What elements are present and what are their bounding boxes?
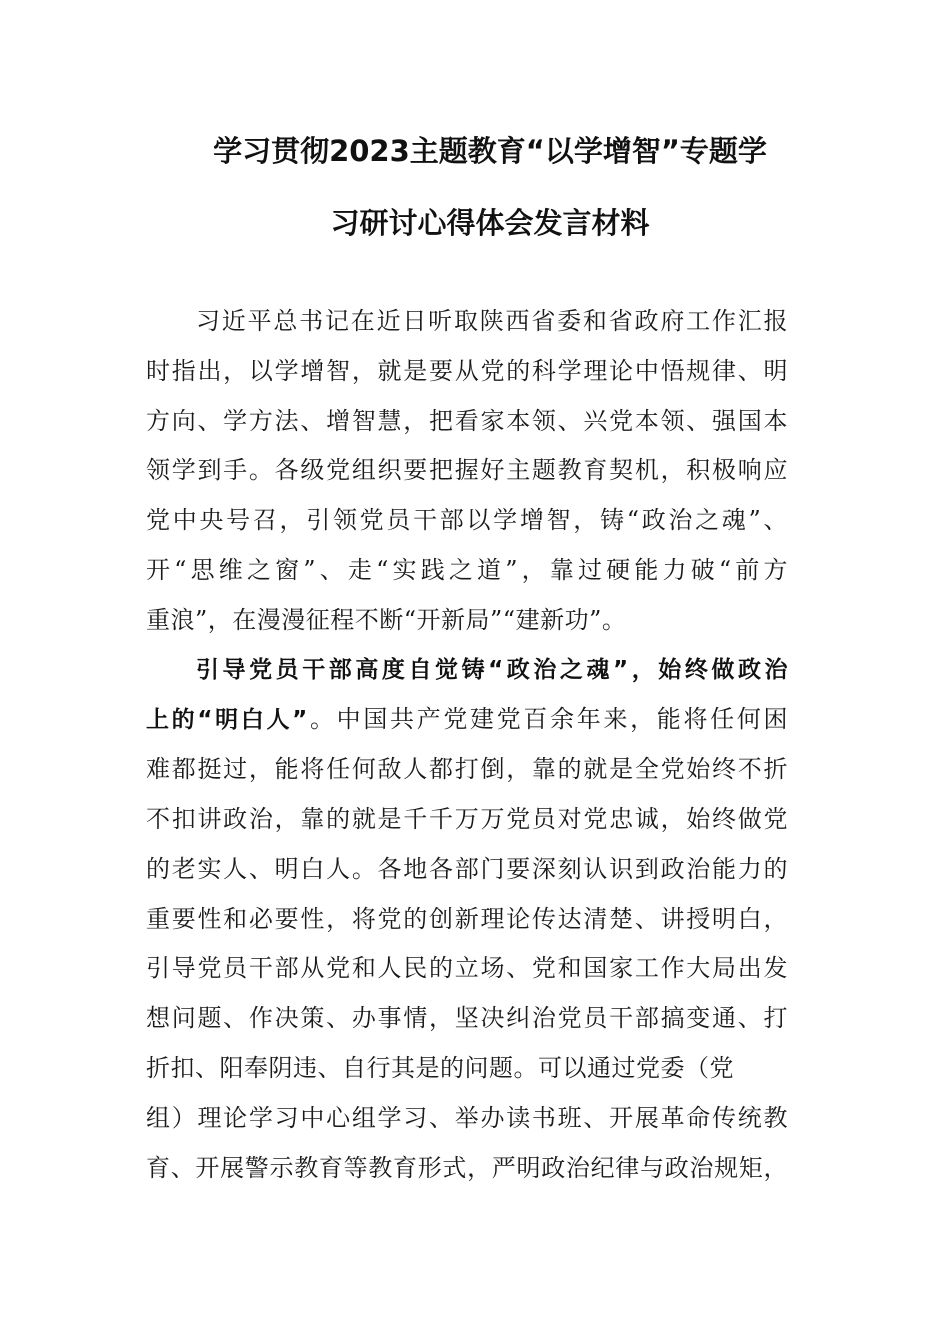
document-title-line-1: 学习贯彻2023主题教育“以学增智”专题学 <box>213 134 767 168</box>
paragraph-2-line: 组）理论学习中心组学习、举办读书班、开展革命传统教 <box>146 1103 788 1132</box>
paragraph-2-line: 不扣讲政治，靠的就是千千万万党员对党忠诚，始终做党 <box>146 804 788 833</box>
paragraph-1-line: 习近平总书记在近日听取陕西省委和省政府工作汇报 <box>196 307 788 335</box>
paragraph-2-line: 育、开展警示教育等教育形式，严明政治纪律与政治规矩， <box>146 1153 788 1182</box>
paragraph-1-line: 方向、学方法、增智慧，把看家本领、兴党本领、强国本 <box>146 406 788 435</box>
paragraph-2-line: 引导党员干部从党和人民的立场、党和国家工作大局出发 <box>146 954 788 983</box>
paragraph-2-line: 折扣、阳奉阴违、自行其是的问题。可以通过党委（党 <box>146 1053 734 1082</box>
paragraph-2-text: 。中国共产党建党百余年来，能将任何困 <box>307 705 789 734</box>
paragraph-2-line: 的老实人、明白人。各地各部门要深刻认识到政治能力的 <box>146 854 788 883</box>
paragraph-1-line: 党中央号召，引领党员干部以学增智，铸“政治之魂”、 <box>146 506 788 535</box>
paragraph-2-line <box>146 695 788 745</box>
paragraph-2-line: 重要性和必要性，将党的创新理论传达清楚、讲授明白， <box>146 904 788 933</box>
paragraph-1-line: 领学到手。各级党组织要把握好主题教育契机，积极响应 <box>146 456 788 485</box>
paragraph-2-line: 难都挺过，能将任何敌人都打倒，靠的就是全党始终不折 <box>146 755 788 784</box>
paragraph-1-line: 时指出，以学增智，就是要从党的科学理论中悟规律、明 <box>146 356 788 385</box>
paragraph-2-heading-end: 上的“明白人” <box>146 707 308 734</box>
document-body <box>146 297 788 1193</box>
document-title-line-2: 习研讨心得体会发言材料 <box>330 206 650 240</box>
paragraph-2-line: 想问题、作决策、办事情，坚决纠治党员干部搞变通、打 <box>146 1004 788 1033</box>
paragraph-2-heading: 引导党员干部高度自觉铸“政治之魂”，始终做政治 <box>196 656 788 683</box>
paragraph-1-line: 开“思维之窗”、走“实践之道”，靠过硬能力破“前方 <box>146 555 788 584</box>
paragraph-1-line: 重浪”，在漫漫征程不断“开新局”“建新功”。 <box>146 605 627 634</box>
